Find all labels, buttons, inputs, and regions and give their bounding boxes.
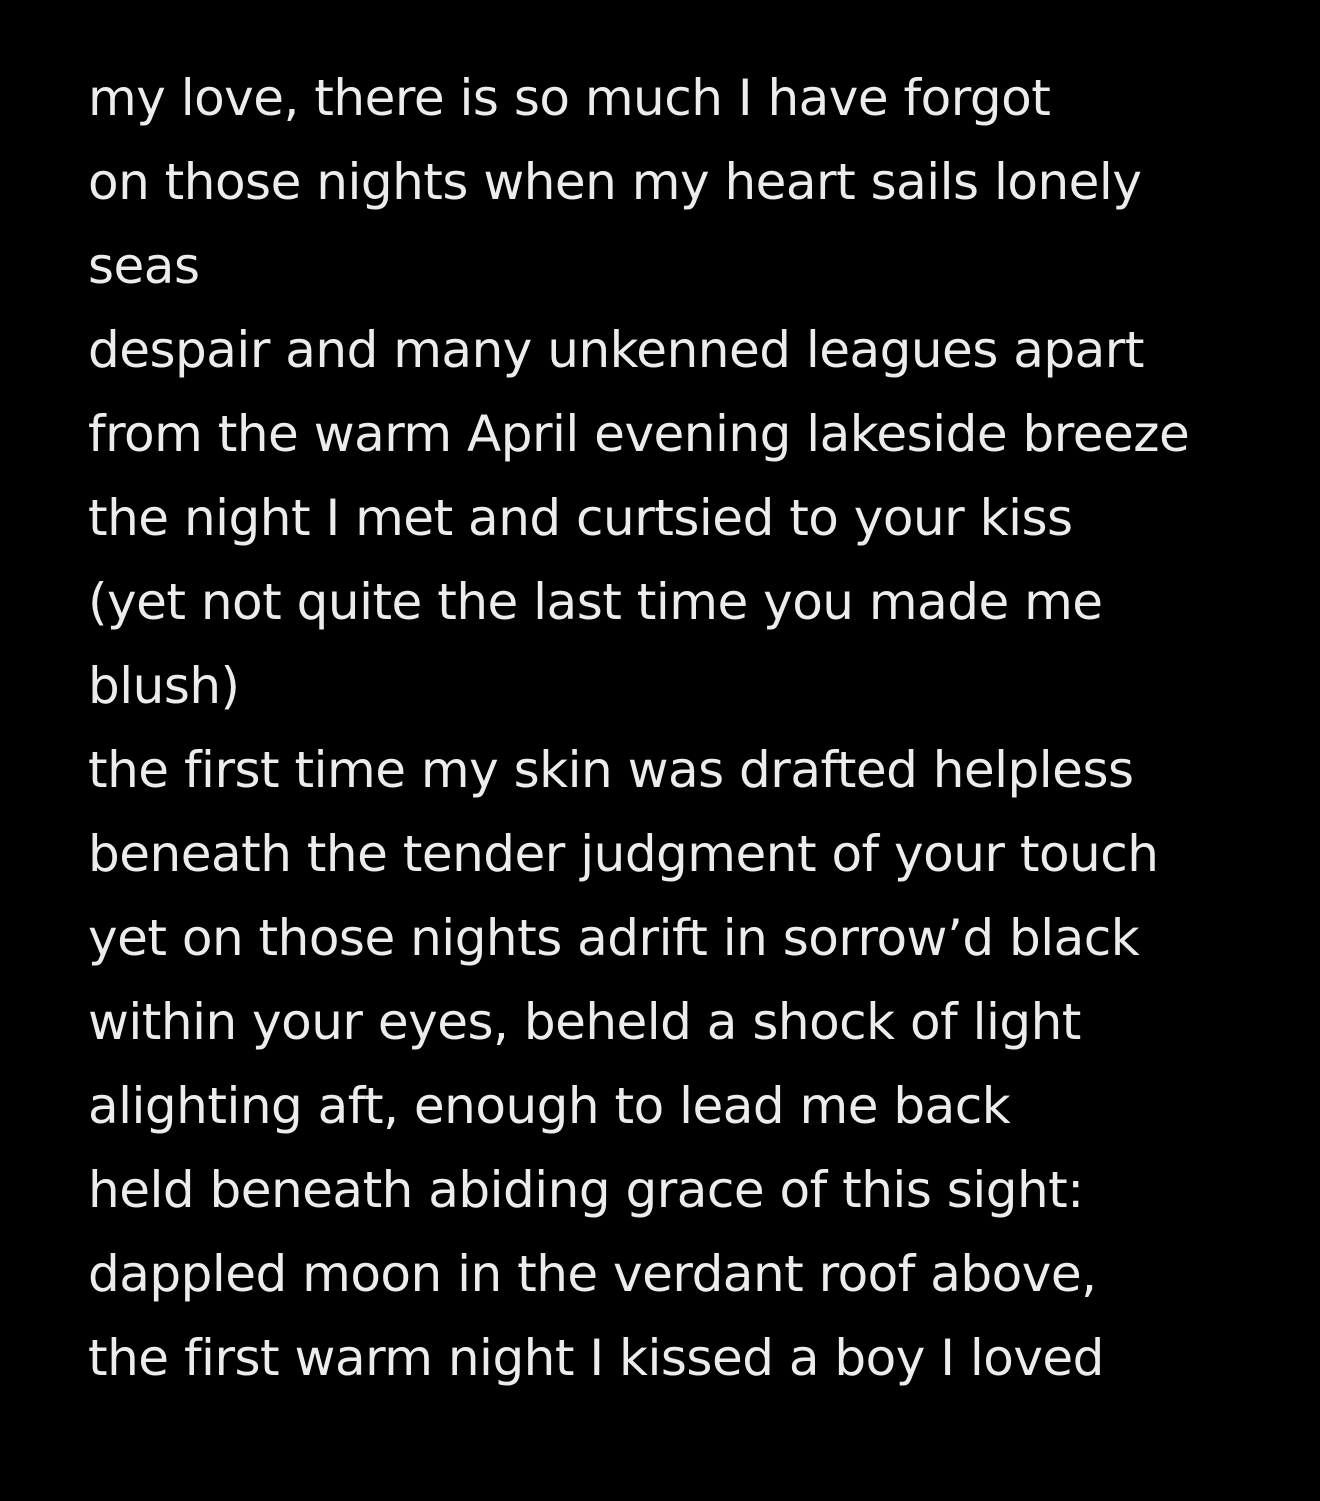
note-line: seas	[88, 237, 200, 295]
note-line: yet on those nights adrift in sorrow’d black	[88, 909, 1140, 967]
note-line: despair and many unkenned leagues apart	[88, 321, 1144, 379]
note-line: on those nights when my heart sails lonely	[88, 153, 1142, 211]
note-line: the first warm night I kissed a boy I loved	[88, 1329, 1104, 1387]
note-line: from the warm April evening lakeside breeze	[88, 405, 1190, 463]
note-body	[88, 56, 1288, 1400]
note-line: my love, there is so much I have forgot	[88, 69, 1051, 127]
note-line: within your eyes, beheld a shock of light	[88, 993, 1081, 1051]
note-line: alighting aft, enough to lead me back	[88, 1077, 1011, 1135]
note-line: the night I met and curtsied to your kiss	[88, 489, 1073, 547]
note-line: beneath the tender judgment of your touch	[88, 825, 1159, 883]
note-line: held beneath abiding grace of this sight:	[88, 1161, 1084, 1219]
note-line: (yet not quite the last time you made me	[88, 573, 1103, 631]
note-line: blush)	[88, 657, 240, 715]
note-line: the first time my skin was drafted helpless	[88, 741, 1134, 799]
note-line: dappled moon in the verdant roof above,	[88, 1245, 1097, 1303]
